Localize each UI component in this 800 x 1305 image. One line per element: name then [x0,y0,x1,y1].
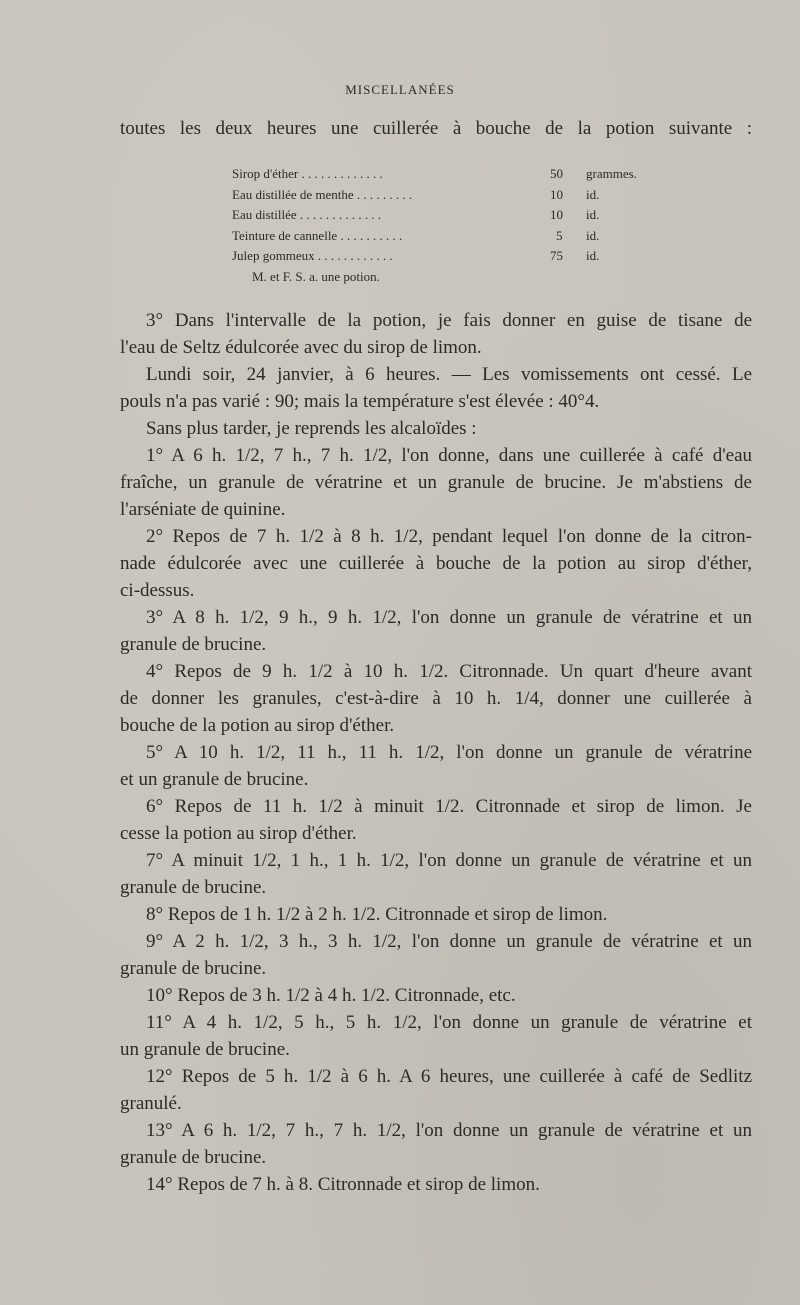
text-line: bouche de la potion au sirop d'éther. [120,715,395,736]
text-line: 8° Repos de 1 h. 1/2 à 2 h. 1/2. Citronnade et sirop de limon. [146,904,608,925]
text-line: granulé. [120,1093,182,1114]
recipe-item-qty: 50 [550,166,563,181]
text-line: de donner les granules, c'est-à-dire à 10 h. 1/4, donner une cuillerée à [120,688,752,709]
text-line: un granule de brucine. [120,1039,290,1060]
text-line: 12° Repos de 5 h. 1/2 à 6 h. A 6 heures, une cuillerée à café de Sedlitz [146,1066,752,1087]
recipe-block [232,164,652,287]
text-line: Lundi soir, 24 janvier, à 6 heures. — Les vomissements ont cessé. Le [146,364,752,385]
recipe-item-name: Julep gommeux . . . . . . . . . . . . [232,248,393,263]
text-line: fraîche, un granule de vératrine et un granule de brucine. Je m'abstiens de [120,472,752,493]
running-header: MISCELLANÉES [345,82,455,97]
recipe-item-qty: 10 [550,186,563,202]
text-line: et un granule de brucine. [120,769,309,790]
recipe-item [232,205,652,226]
text-line: 7° A minuit 1/2, 1 h., 1 h. 1/2, l'on donne un granule de vératrine et un [146,850,752,871]
text-line: 13° A 6 h. 1/2, 7 h., 7 h. 1/2, l'on donne un granule de vératrine et un [146,1120,752,1141]
text-line: granule de brucine. [120,1147,267,1168]
recipe-item [232,164,652,185]
text-line: l'eau de Seltz édulcorée avec du sirop de limon. [120,337,482,358]
text-line: 9° A 2 h. 1/2, 3 h., 3 h. 1/2, l'on donne un granule de vératrine et un [146,931,752,952]
text-line: 14° Repos de 7 h. à 8. Citronnade et sirop de limon. [146,1174,540,1195]
text-line: 11° A 4 h. 1/2, 5 h., 5 h. 1/2, l'on donne un granule de vératrine et [146,1012,752,1033]
text-line: pouls n'a pas varié : 90; mais la température s'est élevée : 40°4. [120,391,600,412]
recipe-item-qty: 10 [550,207,563,222]
recipe-item-unit: id. [586,207,600,222]
text-line: 3° A 8 h. 1/2, 9 h., 9 h. 1/2, l'on donne un granule de vératrine et un [146,607,752,628]
text-line: 3° Dans l'intervalle de la potion, je fais donner en guise de tisane de [146,310,752,331]
intro-line: toutes les deux heures une cuillerée à bouche de la potion suivante : [120,118,752,139]
recipe-item-name: Sirop d'éther . . . . . . . . . . . . . [232,166,383,181]
text-line: 10° Repos de 3 h. 1/2 à 4 h. 1/2. Citronnade, etc. [146,985,516,1006]
recipe-item [232,246,652,267]
text-line: Sans plus tarder, je reprends les alcaloïdes : [146,418,477,439]
recipe-item-unit: id. [586,227,600,243]
text-line: cesse la potion au sirop d'éther. [120,823,357,844]
text-line: granule de brucine. [120,634,267,655]
text-line: 2° Repos de 7 h. 1/2 à 8 h. 1/2, pendant lequel l'on donne de la citron- [146,526,752,547]
recipe-item-name: Teinture de cannelle . . . . . . . . . . [232,227,403,243]
text-line: l'arséniate de quinine. [120,499,286,520]
text-line: granule de brucine. [120,877,267,898]
text-line: ci-dessus. [120,580,195,601]
text-line: granule de brucine. [120,958,267,979]
recipe-item [232,185,652,206]
recipe-item-qty: 5 [556,227,563,243]
text-line: 4° Repos de 9 h. 1/2 à 10 h. 1/2. Citronnade. Un quart d'heure avant [146,661,752,682]
recipe-item-name: Eau distillée de menthe . . . . . . . . . [232,186,413,202]
recipe-item [232,226,652,247]
text-line: 5° A 10 h. 1/2, 11 h., 11 h. 1/2, l'on donne un granule de vératrine [146,742,752,763]
recipe-item-unit: grammes. [586,166,637,181]
recipe-note-row [232,267,652,288]
text-line: nade édulcorée avec une cuillerée à bouche de la potion au sirop d'éther, [120,553,752,574]
recipe-note: M. et F. S. a. une potion. [252,268,380,284]
recipe-item-name: Eau distillée . . . . . . . . . . . . . [232,207,382,222]
text-line: 1° A 6 h. 1/2, 7 h., 7 h. 1/2, l'on donne, dans une cuillerée à café d'eau [146,445,752,466]
text-line: 6° Repos de 11 h. 1/2 à minuit 1/2. Citronnade et sirop de limon. Je [146,796,752,817]
recipe-item-qty: 75 [550,248,563,263]
recipe-item-unit: id. [586,248,600,263]
recipe-item-unit: id. [586,186,600,202]
